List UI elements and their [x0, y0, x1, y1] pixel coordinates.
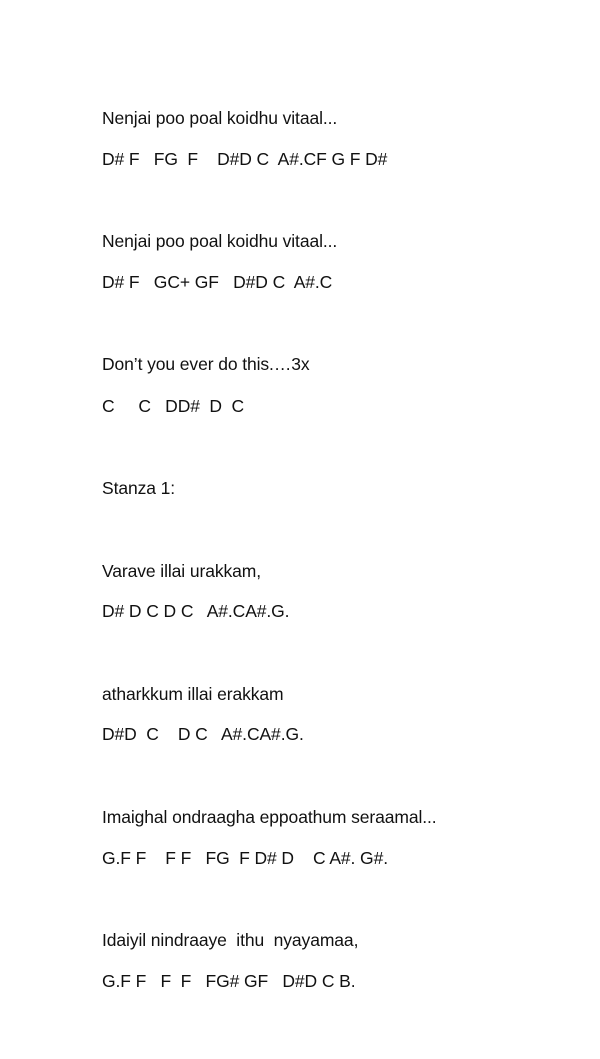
lyric-line: atharkkum illai erakkam — [102, 684, 284, 704]
notes-line: D# F GC+ GF D#D C A#.C — [102, 272, 333, 292]
lyric-line: Varave illai urakkam, — [102, 561, 262, 581]
notes-line: G.F F F F FG F D# D C A#. G#. — [102, 848, 388, 868]
lyric-line: Idaiyil nindraaye ithu nyayamaa, — [102, 930, 359, 950]
notes-line: C C DD# D C — [102, 396, 245, 416]
lyric-line: Imaighal ondraagha eppoathum seraamal... — [102, 807, 437, 827]
stanza-heading: Stanza 1: — [102, 478, 176, 498]
lyric-line: Don’t you ever do this.…3x — [102, 354, 310, 374]
notes-line: G.F F F F FG# GF D#D C B. — [102, 971, 356, 991]
notes-line: D#D C D C A#.CA#.G. — [102, 724, 304, 744]
notes-line: D# D C D C A#.CA#.G. — [102, 601, 290, 621]
lyric-line: Nenjai poo poal koidhu vitaal... — [102, 231, 338, 251]
notes-line: D# F FG F D#D C A#.CF G F D# — [102, 149, 388, 169]
lyric-line: Nenjai poo poal koidhu vitaal... — [102, 108, 338, 128]
